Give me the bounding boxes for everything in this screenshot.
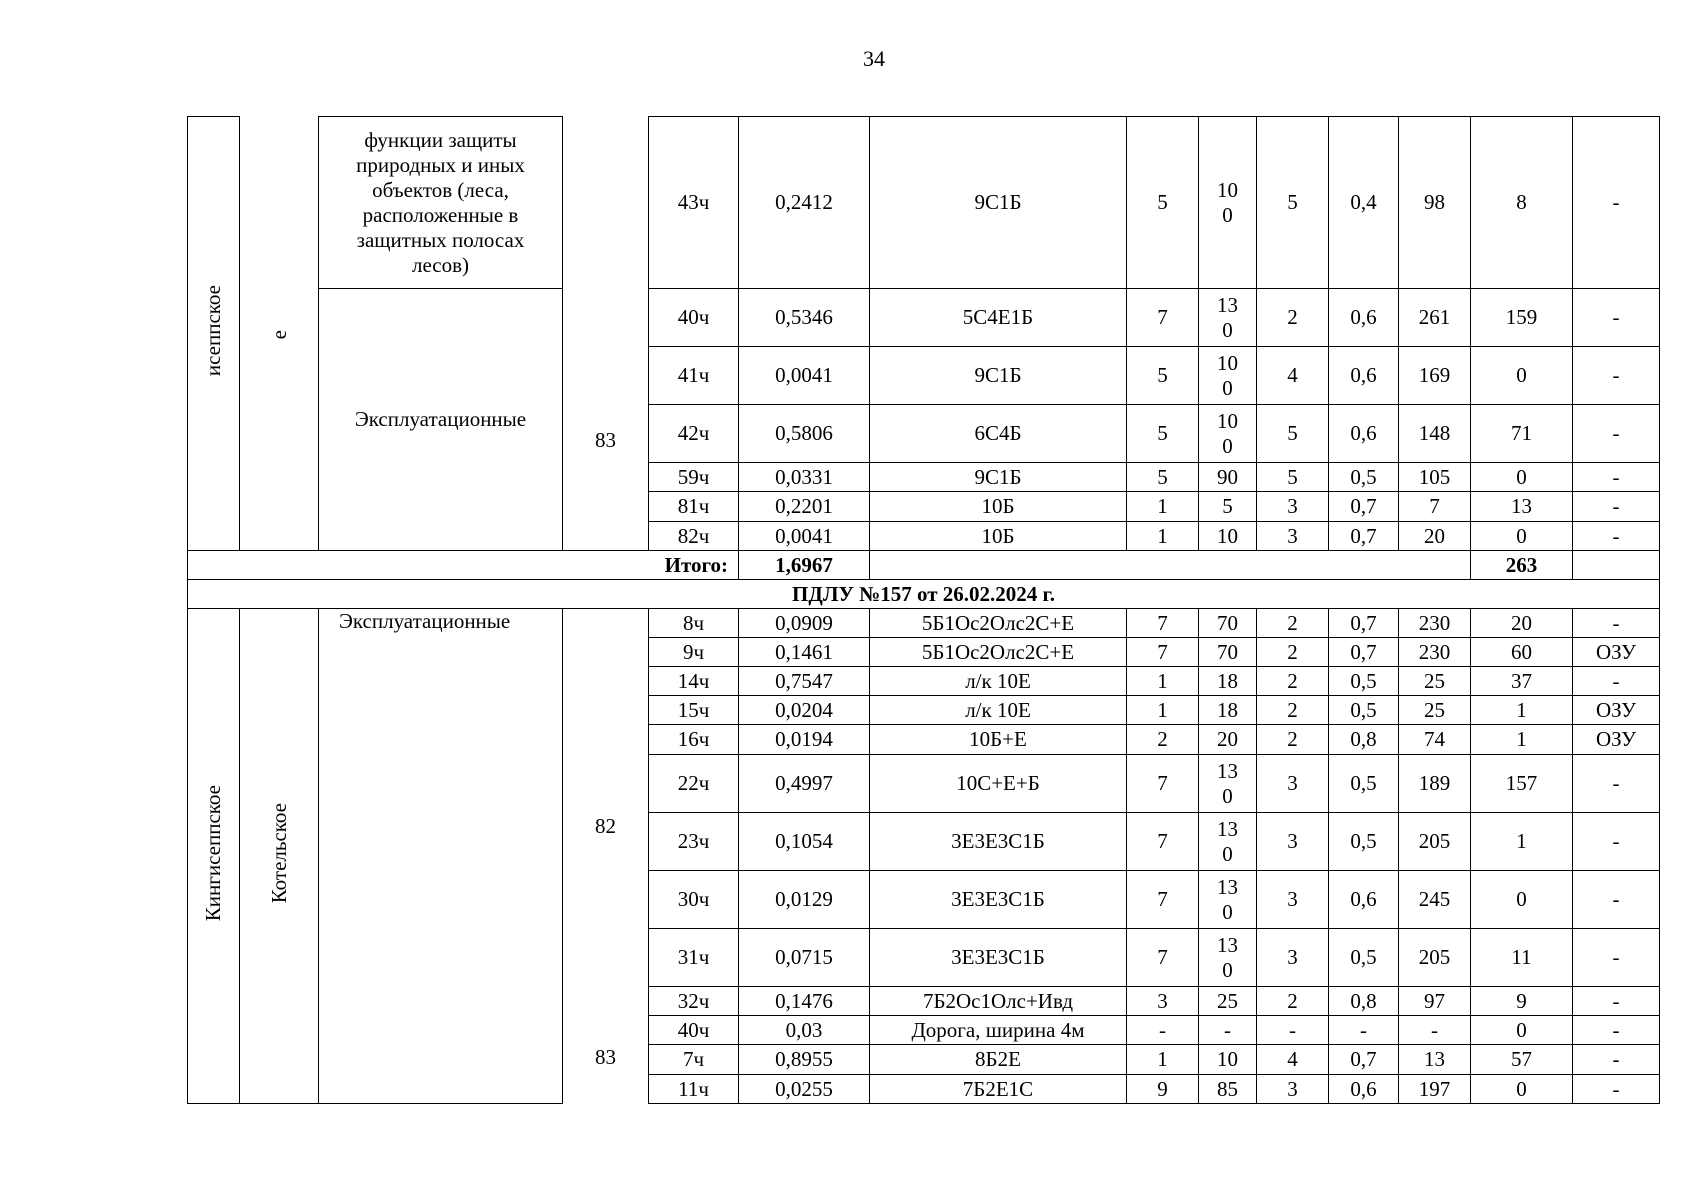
cell-v: 40ч: [649, 1016, 739, 1045]
cell-c7: -: [1573, 522, 1660, 551]
category-exploit: Эксплуатационные: [319, 289, 563, 551]
cell-v: 42ч: [649, 405, 739, 463]
cell-c7: -: [1573, 609, 1660, 638]
cell-v: 30ч: [649, 871, 739, 929]
cell-c6: 1: [1471, 813, 1573, 871]
cell-c4: 0,5: [1329, 696, 1399, 725]
cell-c6: 1: [1471, 725, 1573, 755]
cell-c5: 205: [1399, 813, 1471, 871]
cell-c3: 2: [1257, 638, 1329, 667]
cell-c2: -: [1199, 1016, 1257, 1045]
cell-c2: 70: [1199, 609, 1257, 638]
cell-c1: 5: [1127, 405, 1199, 463]
cell-c6: 0: [1471, 463, 1573, 492]
cell-area: 0,8955: [739, 1045, 870, 1075]
cell-c1: 1: [1127, 667, 1199, 696]
cell-c3: 2: [1257, 725, 1329, 755]
cell-comp: 10Б: [870, 492, 1127, 522]
cell-v: 81ч: [649, 492, 739, 522]
cell-c6: 13: [1471, 492, 1573, 522]
cell-c6: 11: [1471, 929, 1573, 987]
lesnichestvo-label: [188, 609, 240, 1104]
cell-c1: 1: [1127, 1045, 1199, 1075]
cell-c4: 0,6: [1329, 289, 1399, 347]
cell-c3: 3: [1257, 755, 1329, 813]
cell-c2: 70: [1199, 638, 1257, 667]
cell-c5: 20: [1399, 522, 1471, 551]
cell-c4: 0,6: [1329, 871, 1399, 929]
cell-c4: 0,4: [1329, 117, 1399, 289]
cell-area: 0,0715: [739, 929, 870, 987]
cell-c7: -: [1573, 929, 1660, 987]
cell-v: 14ч: [649, 667, 739, 696]
cell-c5: 7: [1399, 492, 1471, 522]
cell-c1: 1: [1127, 492, 1199, 522]
cell-c3: 3: [1257, 492, 1329, 522]
section-title: ПДЛУ №157 от 26.02.2024 г.: [188, 580, 1660, 609]
cell-c6: 0: [1471, 871, 1573, 929]
cell-comp: 6С4Б: [870, 405, 1127, 463]
kvartal-label: 83: [595, 428, 616, 453]
cell-c4: 0,5: [1329, 813, 1399, 871]
cell-comp: 10Б+Е: [870, 725, 1127, 755]
cell-c5: 25: [1399, 667, 1471, 696]
page-number: 34: [863, 46, 885, 71]
cell-c3: -: [1257, 1016, 1329, 1045]
cell-c3: 3: [1257, 522, 1329, 551]
cell-c1: 9: [1127, 1075, 1199, 1104]
cell-c4: 0,7: [1329, 492, 1399, 522]
total-label: Итого:: [188, 551, 739, 580]
cell-comp: Дорога, ширина 4м: [870, 1016, 1127, 1045]
cell-v: 9ч: [649, 638, 739, 667]
cell-c2: 10: [1199, 522, 1257, 551]
forest-plot-table: [187, 116, 1660, 1104]
cell-c7: -: [1573, 405, 1660, 463]
cell-c4: 0,5: [1329, 667, 1399, 696]
cell-c7: -: [1573, 289, 1660, 347]
cell-c3: 5: [1257, 405, 1329, 463]
cell-c7: ОЗУ: [1573, 696, 1660, 725]
cell-c2: 10 0: [1199, 347, 1257, 405]
cell-c5: 105: [1399, 463, 1471, 492]
total-volume: 263: [1471, 551, 1573, 580]
cell-c4: 0,6: [1329, 347, 1399, 405]
cell-c6: 71: [1471, 405, 1573, 463]
cell-v: 32ч: [649, 987, 739, 1016]
cell-c6: 9: [1471, 987, 1573, 1016]
cell-c1: 3: [1127, 987, 1199, 1016]
cell-area: 0,4997: [739, 755, 870, 813]
cell-c2: 13 0: [1199, 755, 1257, 813]
kvartal-label: 82: [595, 814, 616, 839]
cell-c5: 230: [1399, 638, 1471, 667]
cell-c4: 0,6: [1329, 1075, 1399, 1104]
cell-c3: 3: [1257, 929, 1329, 987]
cell-c2: 18: [1199, 667, 1257, 696]
cell-c6: 0: [1471, 347, 1573, 405]
cell-c2: 10 0: [1199, 117, 1257, 289]
cell-c2: 85: [1199, 1075, 1257, 1104]
cell-c5: -: [1399, 1016, 1471, 1045]
cell-comp: 9С1Б: [870, 117, 1127, 289]
cell-area: 0,0041: [739, 522, 870, 551]
uchastkovoe-label-text: Котельское: [266, 802, 291, 904]
table-row: [188, 117, 1660, 289]
cell-c6: 157: [1471, 755, 1573, 813]
cell-area: 0,2201: [739, 492, 870, 522]
cell-area: 0,1476: [739, 987, 870, 1016]
cell-c2: 25: [1199, 987, 1257, 1016]
total-area: 1,6967: [739, 551, 870, 580]
cell-c4: 0,7: [1329, 1045, 1399, 1075]
cell-c4: 0,7: [1329, 609, 1399, 638]
cell-c1: 7: [1127, 638, 1199, 667]
category-exploit: Эксплуатационные: [319, 609, 563, 1104]
cell-area: 0,0041: [739, 347, 870, 405]
cell-c6: 0: [1471, 1075, 1573, 1104]
cell-c3: 4: [1257, 1045, 1329, 1075]
lesnichestvo-label: [188, 117, 240, 551]
cell-c6: 159: [1471, 289, 1573, 347]
cell-c3: 2: [1257, 667, 1329, 696]
cell-v: 8ч: [649, 609, 739, 638]
cell-v: 16ч: [649, 725, 739, 755]
kvartal-label: 83: [595, 1044, 616, 1069]
cell-c1: 7: [1127, 929, 1199, 987]
cell-c4: 0,5: [1329, 929, 1399, 987]
cell-comp: л/к 10Е: [870, 667, 1127, 696]
cell-c7: -: [1573, 1016, 1660, 1045]
cell-c6: 1: [1471, 696, 1573, 725]
cell-v: 82ч: [649, 522, 739, 551]
cell-comp: 10С+Е+Б: [870, 755, 1127, 813]
cell-c4: 0,8: [1329, 725, 1399, 755]
total-note: [1573, 551, 1660, 580]
cell-c3: 3: [1257, 871, 1329, 929]
uchastkovoe-label: [240, 117, 319, 551]
cell-c6: 8: [1471, 117, 1573, 289]
cell-c1: 2: [1127, 725, 1199, 755]
cell-c7: -: [1573, 813, 1660, 871]
cell-c2: 13 0: [1199, 871, 1257, 929]
cell-c5: 189: [1399, 755, 1471, 813]
cell-c6: 0: [1471, 522, 1573, 551]
cell-v: 40ч: [649, 289, 739, 347]
cell-c2: 5: [1199, 492, 1257, 522]
cell-c4: 0,7: [1329, 638, 1399, 667]
cell-c3: 5: [1257, 463, 1329, 492]
cell-comp: 7Б2Е1С: [870, 1075, 1127, 1104]
cell-area: 0,1054: [739, 813, 870, 871]
cell-c7: -: [1573, 463, 1660, 492]
uchastkovoe-label-text: е: [266, 330, 291, 340]
cell-c1: 5: [1127, 117, 1199, 289]
cell-c2: 10 0: [1199, 405, 1257, 463]
cell-c1: 7: [1127, 289, 1199, 347]
cell-c1: 5: [1127, 347, 1199, 405]
cell-comp: 9С1Б: [870, 463, 1127, 492]
lesnichestvo-label-text: Кингисеппское: [201, 784, 225, 922]
cell-comp: 10Б: [870, 522, 1127, 551]
cell-comp: 5С4Е1Б: [870, 289, 1127, 347]
cell-c3: 2: [1257, 609, 1329, 638]
cell-v: 31ч: [649, 929, 739, 987]
cell-c5: 169: [1399, 347, 1471, 405]
cell-area: 0,0255: [739, 1075, 870, 1104]
cell-c5: 13: [1399, 1045, 1471, 1075]
cell-c7: -: [1573, 755, 1660, 813]
cell-c5: 98: [1399, 117, 1471, 289]
cell-area: 0,2412: [739, 117, 870, 289]
cell-c3: 4: [1257, 347, 1329, 405]
cell-v: 15ч: [649, 696, 739, 725]
cell-c5: 74: [1399, 725, 1471, 755]
table-row: [188, 580, 1660, 609]
table-row: [188, 551, 1660, 580]
cell-c4: 0,5: [1329, 755, 1399, 813]
cell-c5: 230: [1399, 609, 1471, 638]
cell-c7: -: [1573, 117, 1660, 289]
cell-area: 0,0331: [739, 463, 870, 492]
cell-c1: 7: [1127, 755, 1199, 813]
cell-comp: 9С1Б: [870, 347, 1127, 405]
cell-comp: 8Б2Е: [870, 1045, 1127, 1075]
cell-c3: 2: [1257, 696, 1329, 725]
cell-c2: 20: [1199, 725, 1257, 755]
cell-comp: л/к 10Е: [870, 696, 1127, 725]
cell-c6: 57: [1471, 1045, 1573, 1075]
total-spacer: [870, 551, 1471, 580]
cell-c4: 0,8: [1329, 987, 1399, 1016]
cell-c7: ОЗУ: [1573, 725, 1660, 755]
cell-v: 22ч: [649, 755, 739, 813]
cell-c4: -: [1329, 1016, 1399, 1045]
cell-c7: -: [1573, 347, 1660, 405]
cell-c5: 261: [1399, 289, 1471, 347]
cell-c1: 1: [1127, 522, 1199, 551]
cell-comp: 3Е3Е3С1Б: [870, 813, 1127, 871]
cell-c7: -: [1573, 871, 1660, 929]
cell-v: 7ч: [649, 1045, 739, 1075]
cell-c7: -: [1573, 987, 1660, 1016]
lesnichestvo-label-text: исеппское: [201, 284, 225, 377]
cell-v: 59ч: [649, 463, 739, 492]
cell-area: 0,0129: [739, 871, 870, 929]
cell-area: 0,5806: [739, 405, 870, 463]
cell-area: 0,03: [739, 1016, 870, 1045]
cell-c3: 3: [1257, 1075, 1329, 1104]
cell-c2: 13 0: [1199, 289, 1257, 347]
cell-c2: 13 0: [1199, 929, 1257, 987]
cell-c3: 5: [1257, 117, 1329, 289]
cell-c2: 10: [1199, 1045, 1257, 1075]
cell-comp: 3Е3Е3С1Б: [870, 871, 1127, 929]
cell-c3: 3: [1257, 813, 1329, 871]
cell-c6: 20: [1471, 609, 1573, 638]
cell-area: 0,0204: [739, 696, 870, 725]
cell-c1: -: [1127, 1016, 1199, 1045]
cell-c7: -: [1573, 1075, 1660, 1104]
cell-c7: -: [1573, 1045, 1660, 1075]
cell-c7: ОЗУ: [1573, 638, 1660, 667]
cell-c5: 245: [1399, 871, 1471, 929]
cell-c6: 0: [1471, 1016, 1573, 1045]
cell-c5: 25: [1399, 696, 1471, 725]
uchastkovoe-label: [240, 609, 319, 1104]
cell-c4: 0,7: [1329, 522, 1399, 551]
cell-area: 0,5346: [739, 289, 870, 347]
cell-c3: 2: [1257, 987, 1329, 1016]
cell-c2: 13 0: [1199, 813, 1257, 871]
cell-c1: 7: [1127, 609, 1199, 638]
cell-c2: 90: [1199, 463, 1257, 492]
cell-v: 41ч: [649, 347, 739, 405]
cell-c2: 18: [1199, 696, 1257, 725]
cell-area: 0,0194: [739, 725, 870, 755]
cell-c5: 205: [1399, 929, 1471, 987]
cell-c6: 37: [1471, 667, 1573, 696]
cell-comp: 5Б1Ос2Олс2С+Е: [870, 638, 1127, 667]
cell-c1: 7: [1127, 871, 1199, 929]
cell-c5: 148: [1399, 405, 1471, 463]
table-row: [188, 609, 1660, 638]
cell-v: 23ч: [649, 813, 739, 871]
cell-c5: 97: [1399, 987, 1471, 1016]
cell-c5: 197: [1399, 1075, 1471, 1104]
cell-comp: 5Б1Ос2Олс2С+Е: [870, 609, 1127, 638]
cell-c7: -: [1573, 667, 1660, 696]
cell-c1: 1: [1127, 696, 1199, 725]
table-row: [188, 289, 1660, 347]
cell-c4: 0,6: [1329, 405, 1399, 463]
cell-c3: 2: [1257, 289, 1329, 347]
cell-c6: 60: [1471, 638, 1573, 667]
cell-v: 43ч: [649, 117, 739, 289]
cell-area: 0,7547: [739, 667, 870, 696]
cell-comp: 7Б2Ос1Олс+Ивд: [870, 987, 1127, 1016]
cell-c7: -: [1573, 492, 1660, 522]
cell-c1: 5: [1127, 463, 1199, 492]
cell-c4: 0,5: [1329, 463, 1399, 492]
cell-comp: 3Е3Е3С1Б: [870, 929, 1127, 987]
cell-area: 0,0909: [739, 609, 870, 638]
cell-c1: 7: [1127, 813, 1199, 871]
cell-area: 0,1461: [739, 638, 870, 667]
category-protective: функции защиты природных и иных объектов (леса, расположенные в защитных полосах лесов): [319, 117, 563, 289]
cell-v: 11ч: [649, 1075, 739, 1104]
